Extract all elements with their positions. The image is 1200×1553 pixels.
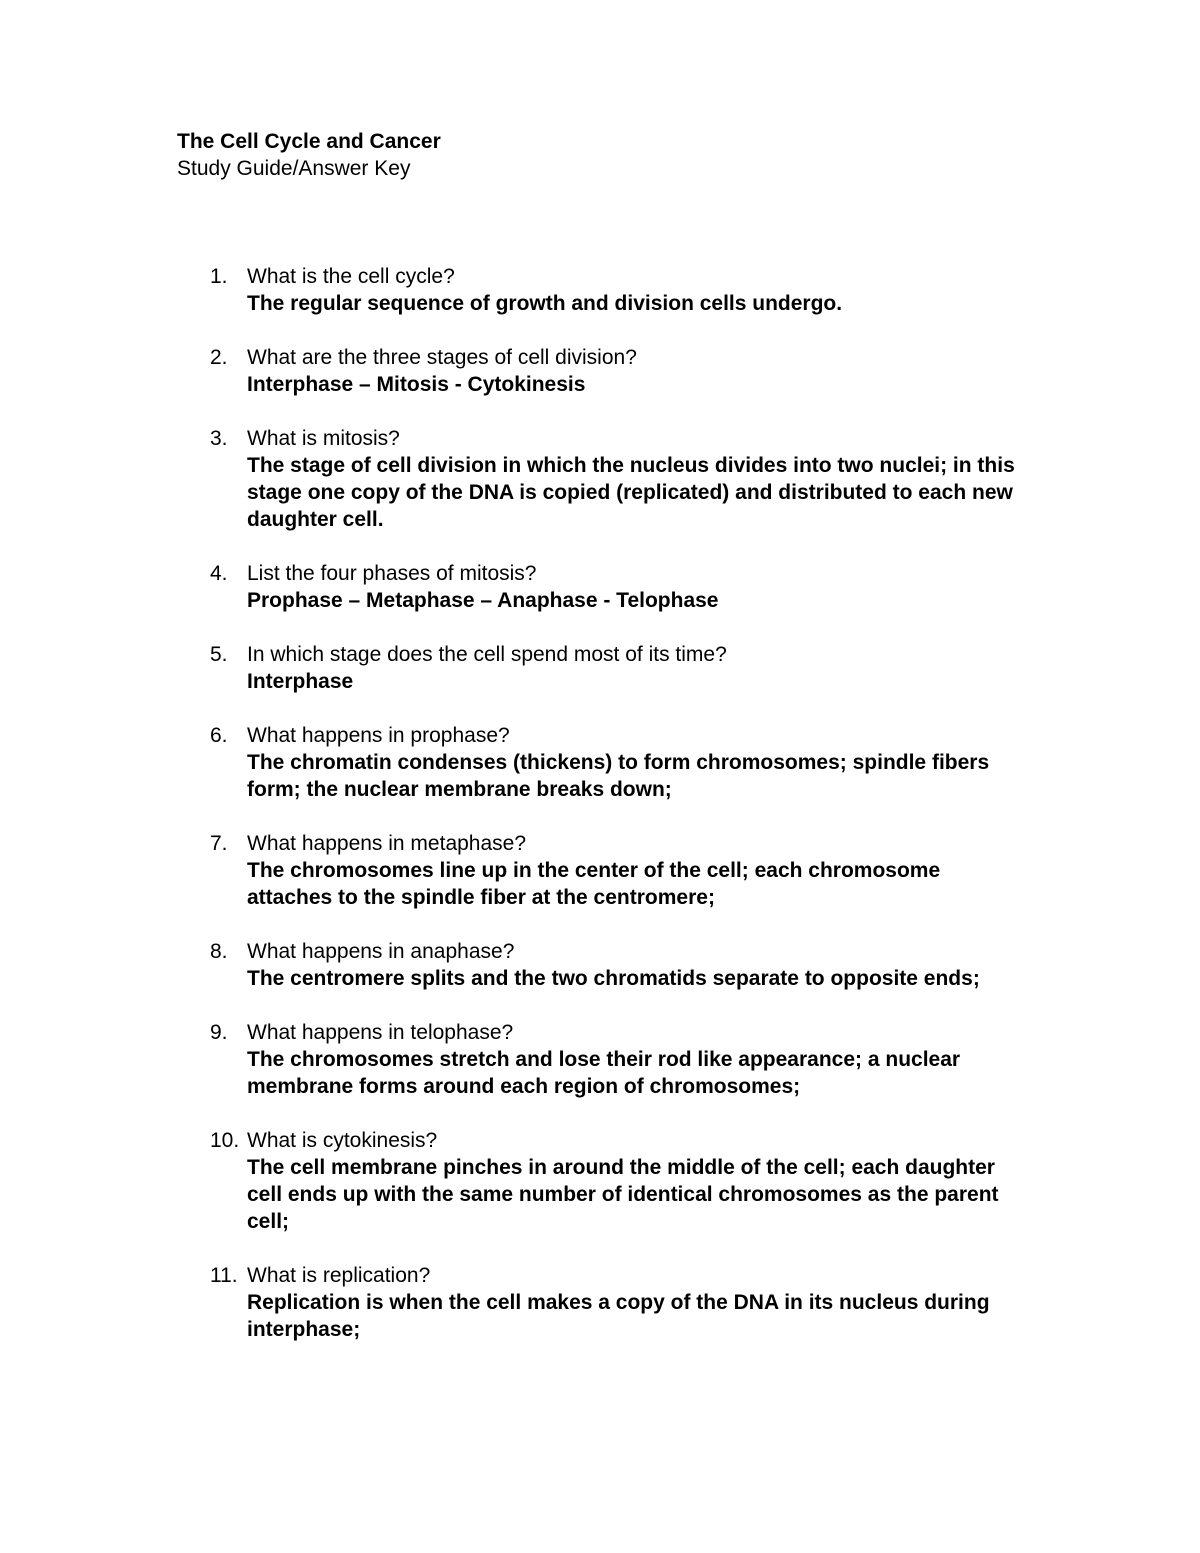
- question-item: [210, 425, 1030, 533]
- question-item: [210, 344, 1030, 398]
- question-text: In which stage does the cell spend most of its time?: [247, 643, 727, 666]
- question-text: What happens in prophase?: [247, 724, 510, 747]
- question-item: [210, 722, 1030, 803]
- question-number: 10.: [210, 1129, 240, 1152]
- question-item: [210, 263, 1030, 317]
- document-subtitle: Study Guide/Answer Key: [177, 157, 411, 180]
- question-text: What are the three stages of cell division?: [247, 346, 637, 369]
- question-number: 4.: [210, 562, 228, 585]
- question-item: [210, 938, 1030, 992]
- answer-text: The chromosomes stretch and lose their rod like appearance; a nuclear membrane forms around each region of chromosomes;: [247, 1048, 961, 1098]
- question-text: What is replication?: [247, 1264, 431, 1287]
- question-number: 8.: [210, 940, 228, 963]
- question-item: [210, 1127, 1030, 1235]
- document-title: The Cell Cycle and Cancer: [177, 130, 441, 153]
- question-text: What happens in metaphase?: [247, 832, 527, 855]
- question-number: 7.: [210, 832, 228, 855]
- question-text: What happens in telophase?: [247, 1021, 514, 1044]
- question-item: [210, 830, 1030, 911]
- answer-text: The stage of cell division in which the nucleus divides into two nuclei; in this stage one copy of the DNA is copied (replicated) and distributed to each new daughter cell.: [247, 454, 1015, 531]
- question-text: What happens in anaphase?: [247, 940, 515, 963]
- answer-text: Replication is when the cell makes a copy of the DNA in its nucleus during interphase;: [247, 1291, 990, 1341]
- question-text: What is mitosis?: [247, 427, 400, 450]
- question-text: What is cytokinesis?: [247, 1129, 438, 1152]
- answer-text: Interphase: [247, 670, 354, 693]
- answer-text: The regular sequence of growth and division cells undergo.: [247, 292, 843, 315]
- question-text: List the four phases of mitosis?: [247, 562, 537, 585]
- answer-text: The chromosomes line up in the center of the cell; each chromosome attaches to the spindle fiber at the centromere;: [247, 859, 941, 909]
- question-number: 1.: [210, 265, 228, 288]
- answer-text: The cell membrane pinches in around the middle of the cell; each daughter cell ends up with the same number of identical chromosomes as the parent cell;: [247, 1156, 999, 1233]
- question-item: [210, 1262, 1030, 1343]
- question-number: 9.: [210, 1021, 228, 1044]
- question-number: 6.: [210, 724, 228, 747]
- answer-text: Interphase – Mitosis - Cytokinesis: [247, 373, 586, 396]
- question-number: 2.: [210, 346, 228, 369]
- answer-text: The chromatin condenses (thickens) to form chromosomes; spindle fibers form; the nuclear membrane breaks down;: [247, 751, 990, 801]
- question-item: [210, 560, 1030, 614]
- question-item: [210, 641, 1030, 695]
- answer-text: The centromere splits and the two chromatids separate to opposite ends;: [247, 967, 980, 990]
- question-text: What is the cell cycle?: [247, 265, 455, 288]
- answer-text: Prophase – Metaphase – Anaphase - Telophase: [247, 589, 719, 612]
- question-list: [210, 263, 1030, 1370]
- document-header: [177, 128, 441, 182]
- question-item: [210, 1019, 1030, 1100]
- question-number: 11.: [210, 1264, 238, 1287]
- question-number: 5.: [210, 643, 228, 666]
- question-number: 3.: [210, 427, 228, 450]
